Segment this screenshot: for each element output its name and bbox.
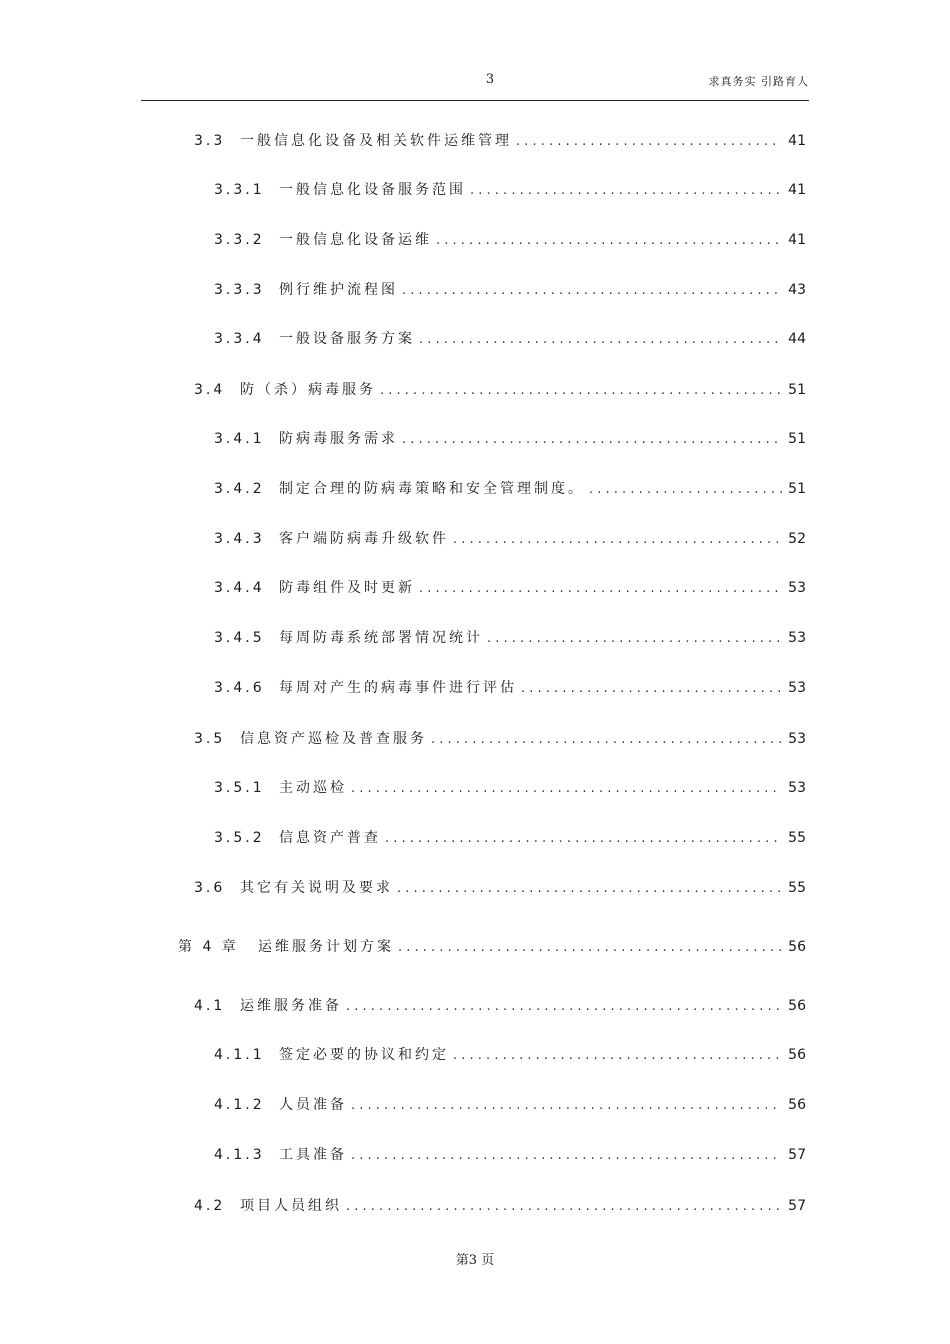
header-page-number: 3 <box>485 72 495 87</box>
toc-entry[interactable] <box>214 1095 806 1116</box>
toc-entry-page: 56 <box>788 939 806 955</box>
toc-dot-leader <box>419 579 782 599</box>
toc-entry-number: 4.1.1 <box>214 1047 265 1063</box>
toc-entry-title: 制定合理的防病毒策略和安全管理制度。 <box>279 481 585 497</box>
toc-entry-page: 53 <box>788 780 806 796</box>
toc-dot-leader <box>436 231 782 251</box>
toc-entry[interactable] <box>214 329 806 350</box>
toc-entry-page: 53 <box>788 580 806 596</box>
toc-entry-title: 一般信息化设备运维 <box>279 232 432 248</box>
toc-entry-number: 3.3.3 <box>214 282 265 298</box>
toc-entry-title: 一般信息化设备及相关软件运维管理 <box>240 133 512 149</box>
toc-dot-leader <box>385 829 782 849</box>
toc-entry[interactable] <box>214 778 806 799</box>
toc-entry-number: 3.4.5 <box>214 630 265 646</box>
toc-dot-leader <box>380 381 782 401</box>
toc-dot-leader <box>470 181 782 201</box>
toc-entry[interactable] <box>214 280 806 301</box>
toc-entry-number: 4.1 <box>194 998 226 1014</box>
toc-dot-leader <box>351 779 782 799</box>
toc-entry-page: 41 <box>788 232 806 248</box>
toc-entry-title: 一般设备服务方案 <box>279 331 415 347</box>
toc-entry-page: 57 <box>788 1198 806 1214</box>
toc-entry-page: 53 <box>788 630 806 646</box>
toc-entry-page: 52 <box>788 531 806 547</box>
toc-dot-leader <box>431 730 782 750</box>
toc-entry-page: 41 <box>788 133 806 149</box>
toc-entry-title: 防毒组件及时更新 <box>279 580 415 596</box>
toc-entry-number: 4.2 <box>194 1198 226 1214</box>
toc-entry-title: 主动巡检 <box>279 780 347 796</box>
toc-dot-leader <box>521 679 782 699</box>
toc-entry-page: 51 <box>788 481 806 497</box>
toc-entry[interactable] <box>214 678 806 699</box>
toc-entry-page: 41 <box>788 182 806 198</box>
toc-entry[interactable] <box>214 578 806 599</box>
toc-entry-page: 55 <box>788 880 806 896</box>
toc-entry[interactable] <box>214 1145 806 1166</box>
toc-entry-page: 55 <box>788 830 806 846</box>
toc-entry-title: 其它有关说明及要求 <box>240 880 393 896</box>
toc-entry-number: 3.4.1 <box>214 431 265 447</box>
toc-entry-title: 每周防毒系统部署情况统计 <box>279 630 483 646</box>
toc-entry-number: 3.4.6 <box>214 680 265 696</box>
toc-entry-number: 3.4.2 <box>214 481 265 497</box>
toc-entry-title: 一般信息化设备服务范围 <box>279 182 466 198</box>
toc-entry-page: 56 <box>788 1047 806 1063</box>
toc-dot-leader <box>398 938 782 958</box>
toc-entry[interactable] <box>214 828 806 849</box>
toc-entry-page: 56 <box>788 1097 806 1113</box>
toc-entry[interactable] <box>194 1196 806 1217</box>
toc-dot-leader <box>516 132 782 152</box>
toc-dot-leader <box>346 1197 782 1217</box>
toc-entry-number: 3.4 <box>194 382 226 398</box>
toc-entry-page: 51 <box>788 431 806 447</box>
toc-entry-page: 44 <box>788 331 806 347</box>
toc-entry-title: 运维服务计划方案 <box>258 939 394 955</box>
toc-entry-title: 防（杀）病毒服务 <box>240 382 376 398</box>
toc-entry-page: 53 <box>788 680 806 696</box>
toc-entry-title: 客户端防病毒升级软件 <box>279 531 449 547</box>
toc-entry[interactable] <box>194 878 806 899</box>
toc-entry[interactable] <box>194 996 806 1017</box>
toc-entry[interactable] <box>214 180 806 201</box>
toc-entry-title: 项目人员组织 <box>240 1198 342 1214</box>
toc-entry[interactable] <box>214 1045 806 1066</box>
toc-entry-page: 53 <box>788 731 806 747</box>
toc-entry-title: 防病毒服务需求 <box>279 431 398 447</box>
toc-entry[interactable] <box>178 937 806 958</box>
footer-page-label: 第3 页 <box>455 1253 495 1268</box>
toc-entry[interactable] <box>214 628 806 649</box>
toc-entry-title: 签定必要的协议和约定 <box>279 1047 449 1063</box>
toc-entry-title: 例行维护流程图 <box>279 282 398 298</box>
toc-entry-page: 56 <box>788 998 806 1014</box>
toc-entry-page: 43 <box>788 282 806 298</box>
header-motto: 求真务实 引路育人 <box>708 75 809 88</box>
toc-entry[interactable] <box>194 380 806 401</box>
toc-entry-number: 3.6 <box>194 880 226 896</box>
toc-entry-title: 人员准备 <box>279 1097 347 1113</box>
toc-entry-page: 57 <box>788 1147 806 1163</box>
toc-dot-leader <box>351 1146 782 1166</box>
toc-entry-number: 第 4 章 <box>178 939 239 955</box>
toc-entry-number: 3.5 <box>194 731 226 747</box>
toc-entry-title: 运维服务准备 <box>240 998 342 1014</box>
toc-entry[interactable] <box>214 479 806 500</box>
toc-entry-number: 4.1.3 <box>214 1147 265 1163</box>
toc-dot-leader <box>397 879 782 899</box>
toc-entry[interactable] <box>214 529 806 550</box>
toc-dot-leader <box>351 1096 782 1116</box>
toc-dot-leader <box>419 330 782 350</box>
toc-entry-title: 工具准备 <box>279 1147 347 1163</box>
toc-entry-number: 3.3.4 <box>214 331 265 347</box>
toc-entry[interactable] <box>194 729 806 750</box>
toc-entry-number: 3.4.3 <box>214 531 265 547</box>
header-divider <box>141 100 809 101</box>
toc-entry[interactable] <box>214 429 806 450</box>
toc-entry-number: 4.1.2 <box>214 1097 265 1113</box>
toc-dot-leader <box>346 997 782 1017</box>
toc-dot-leader <box>487 629 782 649</box>
toc-dot-leader <box>453 530 782 550</box>
toc-entry-title: 信息资产普查 <box>279 830 381 846</box>
toc-dot-leader <box>453 1046 782 1066</box>
toc-entry-title: 信息资产巡检及普查服务 <box>240 731 427 747</box>
toc-entry-number: 3.3 <box>194 133 226 149</box>
toc-entry-number: 3.3.1 <box>214 182 265 198</box>
toc-entry-number: 3.3.2 <box>214 232 265 248</box>
toc-entry-number: 3.4.4 <box>214 580 265 596</box>
toc-entry[interactable] <box>194 131 806 152</box>
toc-dot-leader <box>402 430 782 450</box>
toc-dot-leader <box>402 281 782 301</box>
toc-dot-leader <box>589 480 782 500</box>
toc-entry-page: 51 <box>788 382 806 398</box>
toc-entry-title: 每周对产生的病毒事件进行评估 <box>279 680 517 696</box>
toc-entry-number: 3.5.1 <box>214 780 265 796</box>
toc-entry[interactable] <box>214 230 806 251</box>
toc-entry-number: 3.5.2 <box>214 830 265 846</box>
